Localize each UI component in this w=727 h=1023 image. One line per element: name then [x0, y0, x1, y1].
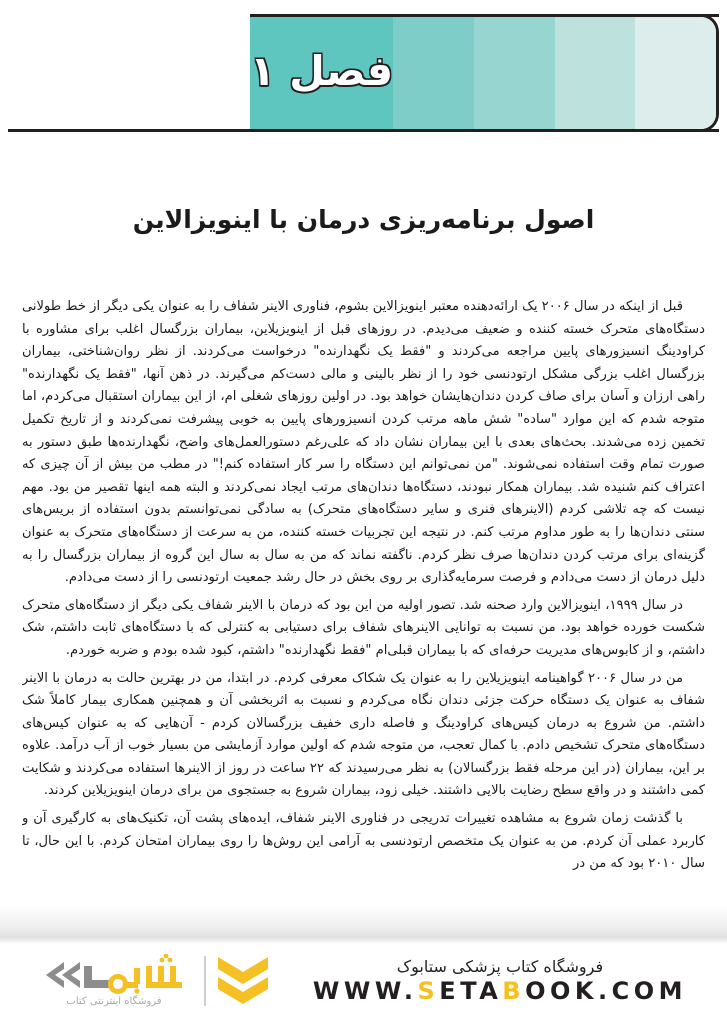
logo-wordmark — [34, 956, 194, 996]
banner-band-4 — [393, 17, 474, 129]
body-paragraph: در سال ۱۹۹۹، اینویزالاین وارد صحنه شد. تصور اولیه من این بود که درمان با الاینر شفاف یکی دیگر از دستگاه‌های متحرک شکست خورده خواهد بود. من نسبت به توانایی الاینرهای شفاف برای دستیابی به کنترلی که با دستگاه‌های ثابت داشتم، شک داشتم، و از کابوس‌های مدیریت حرفه‌ای که با بیماران قبلی‌ام "فقط نگهدارنده" داشتم، کبود شده بودم و ضربه خوردم. — [22, 597, 705, 658]
url-segment: S — [417, 977, 440, 1006]
logo-caption: فروشگاه اینترنتی کتاب — [66, 995, 162, 1007]
footer-brand-block — [313, 958, 687, 1005]
chapter-banner-bands — [250, 14, 719, 132]
setabook-logo-icon — [34, 954, 194, 996]
banner-band-1 — [635, 17, 716, 129]
banner-band-3 — [474, 17, 555, 129]
url-segment: ETA — [439, 977, 503, 1006]
chapter-number-label: فصل ۱ — [250, 46, 394, 95]
url-segment: WWW. — [312, 977, 418, 1006]
chapter-body-text — [22, 296, 705, 942]
page-footer — [0, 945, 727, 1023]
chevron-emblem-icon — [216, 955, 270, 1007]
body-paragraph: قبل از اینکه در سال ۲۰۰۶ یک ارائه‌دهنده معتبر اینویزالاین بشوم، فناوری الاینر شفاف را به عنوان یکی دیگر از خط طولانی دستگاه‌های متحرک خسته کننده و ضعیف می‌دیدم. در روزهای قبل از اینویزیلاین، بیماران بزرگسال اغلب برای مشاوره با کراودینگ انسیزورهای پایین مراجعه می‌کردند و "فقط یک نگهدارنده" درخواست می‌کردند. از نظر روان‌شناختی، بیماران بزرگسال اغلب بزرگی مشکل ارتودنسی خود را از نظر بالینی و مالی دست‌کم می‌گیرند. در ذهن آنها، "فقط یک نگهدارنده" راهی ارزان و آسان برای صاف کردن دندان‌هایشان خواهد بود. در اولین روزهای شغلی ام، از این بیماران استقبال می‌کردم، اما متوجه شدم که این موارد "ساده" شش ماهه مرتب کردن انسیزورهای پایین به خوبی پیشرفت نمی‌کردند و از تاریخ تکمیل تخمین زده می‌شدند. بحث‌های بعدی با این بیماران نشان داد که علی‌رغم دستورالعمل‌های واضح، نگهدارنده‌ها طبق دستور به صورت تمام وقت استفاده نمی‌شوند. "من نمی‌توانم این دستگاه را سر کار استفاده کنم!" در مطب من بیش از آن چیزی که اعتراف کنم شنیده شد. بیماران همکار نبودند، دستگاه‌ها دندان‌های مرتب ایجاد نمی‌کردند و البته همه اینها تقصیر من بود. مهم نیست که چه تلاشی کردم (الاینرهای فنری و سایر دستگاه‌های متحرک) به سادگی نمی‌توانستم بدون استفاده از بریس‌های سنتی دندان‌ها را به طور مداوم مرتب کنم. در نتیجه این تجربیات خسته کننده، من به سرعت از دستگاه‌های متحرک به عنوان گزینه‌ای برای مرتب کردن دندان‌ها صرف نظر کردم. ناگفته نماند که من به سال به سال این گروه از بیماران بزرگسال را به دلیل درمان از دست می‌دادم و فرصت سرمایه‌گذاری بر روی بخش در حال رشد جمعیت ارتودنسی را از دست می‌دادم. — [22, 299, 705, 586]
body-paragraph: من در سال ۲۰۰۶ گواهینامه اینویزیلاین را به عنوان یک شکاک معرفی کردم. در ابتدا، من در بهترین حالت به درمان با الاینر شفاف به عنوان یک دستگاه حرکت جزئی دندان نگاه می‌کردم و نسبت به اثربخشی آن و همچنین همکاری بیمار کاملاً شک داشتم. من شروع به درمان کیس‌های کراودینگ و فاصله داری خفیف بزرگسالان کردم - آن‌هایی که به عنوان کیس‌های دستگاه‌های متحرک تشخیص دادم. با کمال تعجب، من متوجه شدم که اولین موارد آزمایشی من بسیار خوب از آب درآمد. علاوه بر این، بیماران (در این مرحله فقط بزرگسالان) به نظر می‌رسیدند که ۲۲ ساعت در روز از الاینرها استفاده می‌کردند و شکایت کمی داشتند و در واقع سطح رضایت بالایی داشتند. خیلی زود، بیماران شروع به جستجوی من برای درمان اینویزیلاین کردند. — [22, 670, 705, 799]
body-paragraph: با گذشت زمان شروع به مشاهده تغییرات تدریجی در فناوری الاینر شفاف، ایده‌های پشت آن، تکنیک‌های به کارگیری آن و کاربرد عملی آن کردم. من به عنوان یک متخصص ارتودنسی به آرامی این روش‌ها را روی بیماران امتحان کردم. با این حال، تا سال ۲۰۱۰ بود که من در — [22, 811, 705, 872]
banner-band-2 — [555, 17, 636, 129]
url-segment: OOK.COM — [525, 977, 687, 1006]
footer-logo[interactable] — [34, 955, 270, 1007]
footer-brand-name: فروشگاه کتاب پزشکی ستابوک — [396, 956, 604, 976]
chapter-banner — [250, 14, 719, 132]
logo-divider — [204, 956, 206, 1006]
url-segment: B — [502, 977, 526, 1006]
footer-website-url[interactable] — [313, 978, 687, 1004]
banner-band-5 — [250, 17, 393, 129]
banner-top-rule — [250, 14, 719, 17]
banner-bottom-rule — [8, 129, 719, 132]
page-title: اصول برنامه‌ریزی درمان با اینویزالاین — [132, 204, 595, 234]
logo-wordmark-group — [34, 956, 194, 1007]
